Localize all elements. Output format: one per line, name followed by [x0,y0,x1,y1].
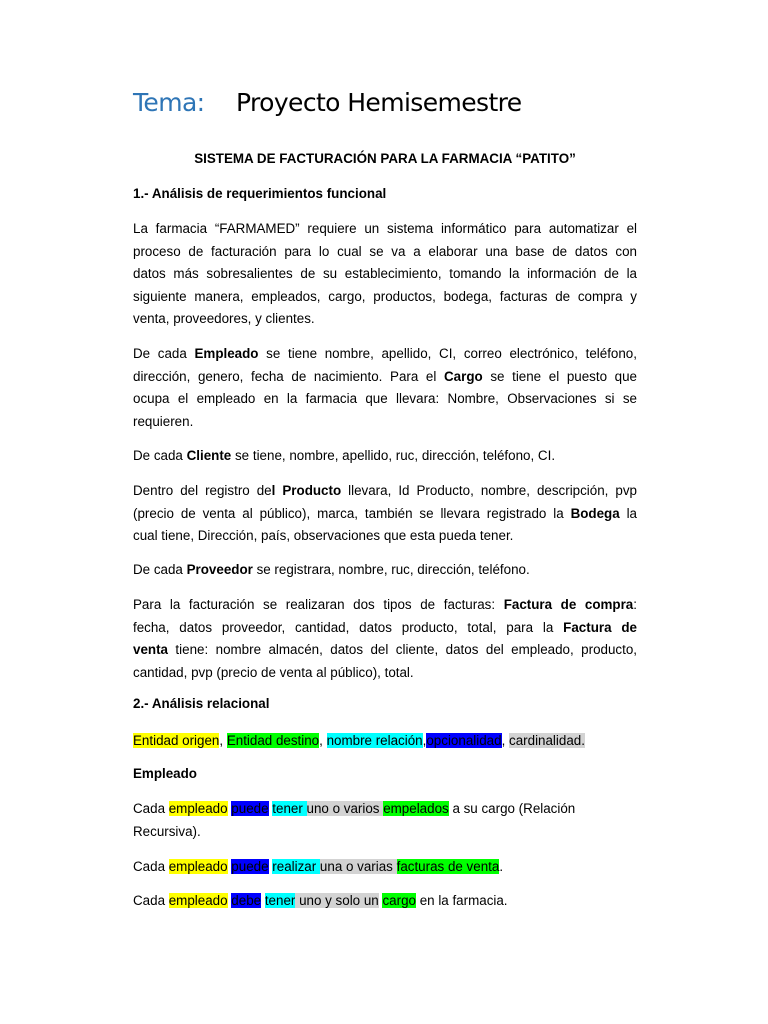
text-run: : [633,597,637,612]
text-line: siguiente manera, empleados, cargo, productos, bodega, facturas de compra y [133,288,637,304]
entity-origin: empleado [168,893,228,908]
paragraph-facturacion [133,594,637,684]
text-run: fecha, datos proveedor, cantidad, datos producto, total, para la [133,619,564,635]
bold-term: Cargo [443,368,483,384]
text-line: cantidad, pvp (precio de venta al público), total. [133,664,414,680]
text-run: se tiene el puesto que [482,368,637,384]
text-run: la [619,505,637,521]
text-run: De cada [133,448,187,463]
text-run: Cada [133,801,169,816]
text-line [133,594,637,617]
text-run: se tiene, nombre, apellido, ruc, dirección, teléfono, CI. [231,448,556,463]
relation-1 [133,798,637,843]
cardinality: un [363,893,379,908]
relation-name: tener [264,893,296,908]
text-run: tiene: nombre almacén, datos del cliente, datos del empleado, producto, [167,642,637,658]
text-run: Cada [133,893,169,908]
text-run: , [501,733,510,748]
bold-term: venta [133,642,168,658]
text-line: requieren. [133,413,194,429]
text-run: a su cargo (Relación [448,801,576,816]
bold-term: Bodega [570,505,620,521]
text-run: Recursiva). [133,823,201,839]
text-line [133,480,637,503]
title-subject: Proyecto Hemisemestre [236,88,522,117]
text-run: Cada [133,859,169,874]
entity-destination: facturas de venta [396,859,500,874]
text-run: dirección, genero, fecha de nacimiento. Para el [133,368,444,384]
text-run: , [422,733,427,748]
bold-term: l Producto [271,483,342,498]
main-heading: SISTEMA DE FACTURACIÓN PARA LA FARMACIA “PATITO” [194,151,576,166]
text-line [133,617,637,640]
text-run: llevara, Id Producto, nombre, descripción, pvp [341,483,637,498]
text-run: se tiene nombre, apellido, CI, correo electrónico, teléfono, [258,346,637,361]
title-label: Tema: [133,88,205,117]
text-run: De cada [133,346,195,361]
text-run: , [319,733,327,748]
relation-2 [133,856,637,879]
bold-term: Empleado [194,346,259,361]
legend-opcionalidad: opcionalidad [426,733,502,748]
paragraph-cliente [133,445,637,468]
text-line: datos más sobresalientes de su establecimiento, tomando la información de la [133,266,637,282]
cardinality: uno o varios [306,801,384,816]
entity-destination: cargo [382,893,416,908]
document-title [133,88,522,117]
text-line: ocupa el empleado en la farmacia que llevara: Nombre, Observaciones si se [133,391,637,407]
section1-heading: 1.- Análisis de requerimientos funcional [133,186,387,201]
legend-nombre-relacion: nombre relación [326,733,423,748]
highlight-legend [133,730,637,753]
cardinality: uno y solo [295,893,364,908]
optionality: puede [231,801,269,816]
optionality: debe [231,893,262,908]
legend-entidad-origen: Entidad origen [133,733,220,748]
bold-term: Factura de [563,619,637,635]
text-line: La farmacia “FARMAMED” requiere un sistema informático para automatizar el [133,221,637,236]
optionality: puede [231,859,269,874]
paragraph-proveedor [133,559,637,582]
relation-3 [133,890,637,913]
entity-origin: empleado [168,801,228,816]
text-run: se registrara, nombre, ruc, dirección, teléfono. [252,562,530,577]
text-line [133,366,637,389]
text-run: , [219,733,227,748]
text-run: (precio de venta al público), marca, también se llevara registrado la [133,505,571,521]
text-run: en la farmacia. [415,893,508,908]
entity-destination: empelados [383,801,449,816]
text-line: venta, proveedores, y clientes. [133,311,315,327]
bold-term: Cliente [186,448,232,463]
paragraph-requirements [133,218,637,331]
relation-name: realizar [272,859,320,874]
section2-heading: 2.- Análisis relacional [133,696,270,711]
text-run: . [499,859,504,874]
cardinality: una o varias [319,859,397,874]
text-run: Dentro del registro de [133,483,272,498]
text-line [133,639,637,662]
entity-origin: empleado [168,859,228,874]
paragraph-producto [133,480,637,548]
text-line: proceso de facturación para lo cual se va a elaborar una base de datos con [133,243,637,259]
bold-term: Factura de compra [503,597,634,612]
legend-entidad-destino: Entidad destino [226,733,320,748]
legend-cardinalidad: cardinalidad. [509,733,585,748]
empleado-heading: Empleado [133,766,197,781]
text-run: Para la facturación se realizaran dos tipos de facturas: [133,597,504,612]
text-line [133,503,637,526]
text-run: De cada [133,562,187,577]
bold-term: Proveedor [186,562,253,577]
relation-name: tener [272,801,307,816]
text-line [133,343,637,366]
text-line: cual tiene, Dirección, país, observaciones que esta pueda tener. [133,528,514,544]
paragraph-empleado [133,343,637,433]
